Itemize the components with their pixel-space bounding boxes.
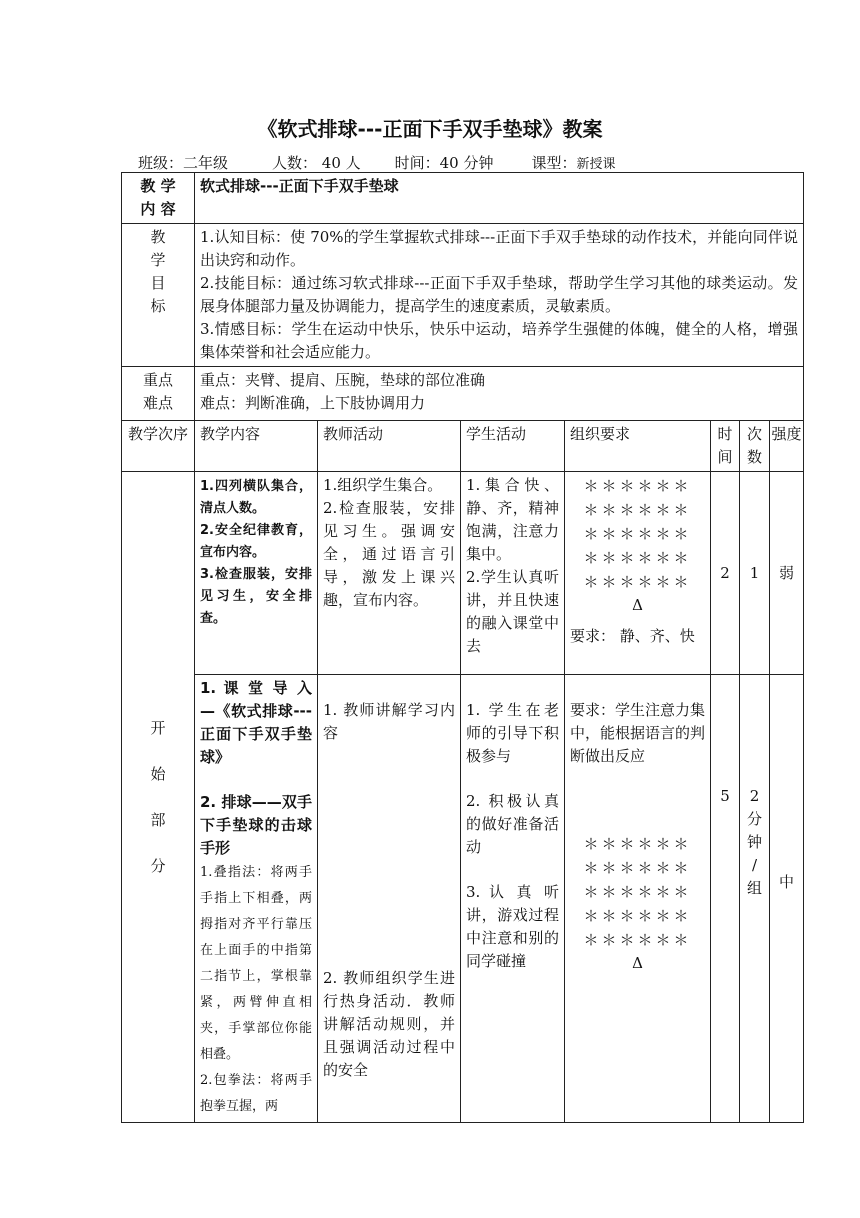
type-info: 课型：	[531, 154, 577, 172]
lesson-plan-table	[121, 172, 804, 1123]
row2-count-char: 组	[746, 879, 762, 897]
people-info: 人数： 40 人	[272, 154, 361, 172]
row1-teacher-item: 2.检查服装，安排见习生。强调安全，通过语言引导，激发上课兴趣，宣布内容。	[323, 499, 455, 609]
section-start	[122, 472, 195, 1123]
row1-intensity: 弱	[770, 472, 804, 675]
row1-count: 1	[740, 472, 770, 675]
row1-content	[195, 472, 318, 675]
objective-emotion: 3.情感目标：学生在运动中快乐，快乐中运动，培养学生强健的体魄，健全的人格，增强集体荣誉和社会适应能力。	[200, 320, 799, 361]
keypoints-label-line1: 重点	[142, 371, 173, 389]
teacher-triangle: Δ	[632, 954, 643, 972]
document-title: 《软式排球---正面下手双手垫球》教案	[257, 117, 603, 141]
objectives-row	[122, 224, 804, 367]
row2-student-item: 1. 学生在老师的引导下积极参与	[466, 701, 559, 765]
row2-content-text: 2.包拳法：将两手抱拳互握，两	[200, 1073, 312, 1114]
row1-content-item: 1.四列横队集合，清点人数。	[200, 479, 312, 516]
row2-count-char: 2	[749, 787, 760, 805]
section-char: 开	[150, 719, 166, 737]
row1-student-item: 1.集合快、静、齐，精神饱满，注意力集中。	[466, 476, 559, 563]
start-row-2	[122, 675, 804, 1123]
row2-content-heading: 1. 课 堂 导 入 —《软式排球---正面下手双手垫球》	[200, 679, 312, 766]
key-point: 重点：夹臂、提肩、压腕，垫球的部位准确	[200, 371, 486, 389]
formation-stars: ＊＊＊＊＊＊	[583, 549, 692, 567]
header-row	[122, 421, 804, 472]
keypoints-row	[122, 367, 804, 421]
keypoints-label	[122, 367, 195, 421]
keypoints-label-line2: 难点	[142, 394, 173, 412]
formation-stars: ＊＊＊＊＊＊	[583, 477, 692, 495]
type-value: 新授课	[576, 157, 616, 172]
row2-teacher	[318, 675, 461, 1123]
objectives-label-char: 学	[150, 251, 166, 269]
keypoints-content	[195, 367, 804, 421]
row2-teacher-item: 1. 教师讲解学习内容	[323, 701, 455, 742]
row2-student	[461, 675, 565, 1123]
content-label-line2: 内 容	[140, 200, 176, 218]
row2-student-item: 3. 认 真 听 讲，游戏过程中注意和别的同学碰撞	[466, 883, 559, 970]
formation-stars: ＊＊＊＊＊＊	[583, 859, 692, 877]
row2-requirement: 要求：学生注意力集中，能根据语言的判断做出反应	[570, 701, 706, 765]
section-char: 始	[150, 765, 166, 783]
row2-count-char: /	[751, 856, 758, 874]
content-label	[122, 173, 195, 224]
start-row-1	[122, 472, 804, 675]
row1-content-item: 2.安全纪律教育，宣布内容。	[200, 523, 312, 560]
class-info: 班级：二年级	[138, 154, 229, 172]
row2-org	[565, 675, 711, 1123]
row2-content	[195, 675, 318, 1123]
objectives-label	[122, 224, 195, 367]
difficult-point: 难点：判断准确，上下肢协调用力	[200, 394, 426, 412]
teacher-triangle: Δ	[632, 596, 643, 614]
row2-count-char: 分	[746, 810, 762, 828]
header-content: 教学内容	[195, 421, 318, 472]
objectives-label-char: 教	[150, 228, 166, 246]
row1-teacher-item: 1.组织学生集合。	[323, 476, 443, 494]
section-char: 部	[150, 811, 166, 829]
header-time: 时间	[711, 421, 740, 472]
header-intensity: 强度	[770, 421, 804, 472]
time-info: 时间：40 分钟	[394, 154, 494, 172]
header-org: 组织要求	[565, 421, 711, 472]
formation-stars: ＊＊＊＊＊＊	[583, 883, 692, 901]
content-value: 软式排球---正面下手双手垫球	[195, 173, 804, 224]
row2-intensity: 中	[770, 675, 804, 1123]
row2-teacher-item: 2. 教师组织学生进行热身活动．教师讲解活动规则，并且强调活动过程中的安全	[323, 969, 455, 1079]
objective-skill: 2.技能目标：通过练习软式排球---正面下手双手垫球，帮助学生学习其他的球类运动。发展身体腿部力量及协调能力，提高学生的速度素质，灵敏素质。	[200, 274, 799, 315]
row2-content-heading: 2. 排球——双手下手垫球的击球手形	[200, 793, 312, 857]
row1-teacher	[318, 472, 461, 675]
section-char: 分	[150, 857, 166, 875]
header-order: 教学次序	[122, 421, 195, 472]
lesson-meta	[138, 152, 616, 173]
row1-student-item: 2.学生认真听讲，并且快速的融入课堂中去	[466, 568, 559, 655]
row2-content-text: 1.叠指法：将两手手指上下相叠，两拇指对齐平行靠压在上面手的中指第二指节上，掌根靠紧，两臂伸直相夹，手掌部位你能相叠。	[200, 865, 312, 1062]
row1-org	[565, 472, 711, 675]
objectives-label-char: 标	[150, 297, 166, 315]
formation-stars: ＊＊＊＊＊＊	[583, 931, 692, 949]
formation-stars: ＊＊＊＊＊＊	[583, 835, 692, 853]
row2-count-char: 钟	[746, 833, 762, 851]
row1-content-item: 3.检查服装，安排见习生，安全排查。	[200, 567, 312, 626]
row2-time: 5	[711, 675, 740, 1123]
objective-cognitive: 1.认知目标：使 70%的学生掌握软式排球---正面下手双手垫球的动作技术，并能向同伴说出诀窍和动作。	[200, 228, 799, 269]
objectives-label-char: 目	[150, 274, 166, 292]
formation-stars: ＊＊＊＊＊＊	[583, 525, 692, 543]
row2-student-item: 2. 积极认真的做好准备活动	[466, 792, 559, 856]
row1-requirement: 要求： 静、齐、快	[570, 627, 695, 645]
header-count: 次数	[740, 421, 770, 472]
content-label-line1: 教 学	[140, 177, 176, 195]
formation-stars: ＊＊＊＊＊＊	[583, 501, 692, 519]
header-student: 学生活动	[461, 421, 565, 472]
content-row	[122, 173, 804, 224]
header-teacher: 教师活动	[318, 421, 461, 472]
row1-student	[461, 472, 565, 675]
row1-time: 2	[711, 472, 740, 675]
formation-stars: ＊＊＊＊＊＊	[583, 907, 692, 925]
row2-count	[740, 675, 770, 1123]
formation-stars: ＊＊＊＊＊＊	[583, 573, 692, 591]
objectives-content	[195, 224, 804, 367]
